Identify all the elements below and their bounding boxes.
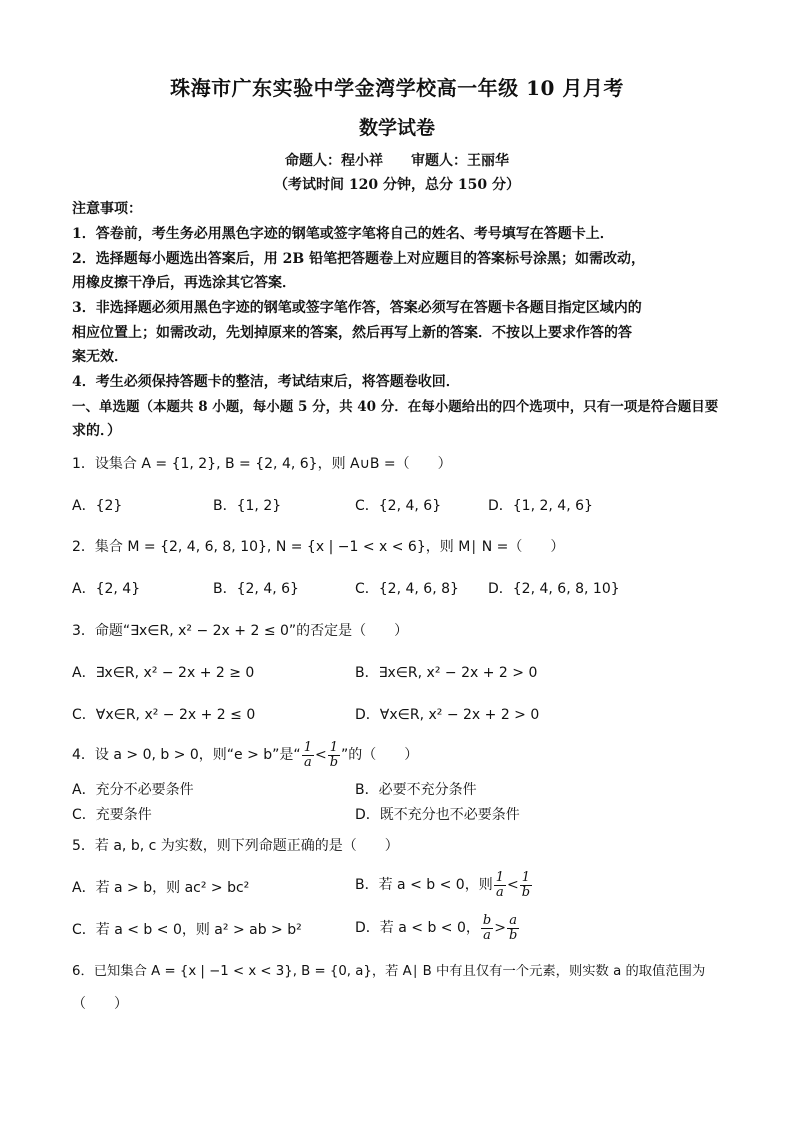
question-4-option-b[interactable]: B．必要不充分条件 [355,782,477,798]
fraction-denominator: a [495,884,504,900]
fraction-denominator: a [303,754,312,770]
question-4-relation: < [314,747,327,763]
note-item-2b: 用橡皮擦干净后，再选涂其它答案． [72,275,296,291]
note-item-3b: 相应位置上；如需改动，先划掉原来的答案，然后再写上新的答案．不按以上要求作答的答 [72,325,632,341]
fraction-numerator: 1 [328,741,340,756]
question-3-option-a[interactable]: A．∃x∈R, x² − 2x + 2 ≥ 0 [72,665,255,681]
note-item-2a: 2．选择题每小题选出答案后，用 2B 铅笔把答题卷上对应题目的答案标号涂黑；如需改动， [72,251,646,267]
question-4-stem [72,740,418,770]
fraction-numerator: 1 [520,871,532,886]
question-4-stem-post: ”的（ ） [341,747,419,763]
question-5-option-d-pre: D．若 a < b < 0， [355,920,480,936]
question-3-stem: 3．命题“∃x∈R, x² − 2x + 2 ≤ 0”的否定是（ ） [72,623,409,639]
question-5-b-fraction-1 [494,871,506,900]
fraction-numerator: a [507,914,519,929]
notes-heading: 注意事项： [72,201,142,217]
fraction-numerator: 1 [303,739,312,755]
fraction-denominator: a [483,927,491,943]
exam-subtitle: 数学试卷 [358,117,435,139]
exam-authors: 命题人：程小祥 审题人：王丽华 [285,153,509,169]
question-5-option-b[interactable] [355,870,533,900]
question-2-option-a[interactable]: A．{2, 4} [72,581,141,597]
question-4-stem-pre: 4．设 a > 0, b > 0，则“e > b”是“ [72,747,301,763]
question-2-option-d[interactable]: D．{2, 4, 6, 8, 10} [488,581,620,597]
question-5-option-d[interactable] [355,913,520,943]
section-heading-a: 一、单选题（本题共 8 小题，每小题 5 分，共 40 分．在每小题给出的四个选项中，只有一项是符合题目要 [72,399,719,415]
fraction-denominator: b [508,927,518,943]
question-1-option-b[interactable]: B．{1, 2} [213,498,282,514]
question-1-option-d[interactable]: D．{1, 2, 4, 6} [488,498,593,514]
note-item-4: 4．考生必须保持答题卡的整洁，考试结束后，将答题卷收回． [72,374,460,390]
question-4-option-a[interactable]: A．充分不必要条件 [72,782,194,798]
question-2-option-b[interactable]: B．{2, 4, 6} [213,581,299,597]
exam-info: （考试时间 120 分钟，总分 150 分） [274,177,520,193]
question-5-option-b-pre: B．若 a < b < 0，则 [355,877,493,893]
fraction-denominator: b [329,754,339,770]
question-6-stem-a: 6．已知集合 A = {x | −1 < x < 3}, B = {0, a}，若 A∣ B 中有且仅有一个元素，则实数 a 的取值范围为 [72,964,706,979]
question-5-d-fraction-2 [507,914,519,943]
question-5-b-fraction-2 [520,871,532,900]
fraction-numerator: 1 [495,869,504,885]
question-1-stem: 1．设集合 A = {1, 2}, B = {2, 4, 6}，则 A∪B =（ ） [72,456,452,472]
section-heading-b: 求的．） [72,423,121,439]
fraction-denominator: b [521,884,531,900]
question-5-option-a[interactable]: A．若 a > b，则 ac² > bc² [72,880,250,896]
question-3-option-b[interactable]: B．∃x∈R, x² − 2x + 2 > 0 [355,665,538,681]
question-1-option-c[interactable]: C．{2, 4, 6} [355,498,442,514]
question-3-option-d[interactable]: D．∀x∈R, x² − 2x + 2 > 0 [355,707,540,723]
question-5-d-relation: > [494,920,506,936]
note-item-3c: 案无效． [72,349,128,365]
question-5-b-relation: < [506,877,519,893]
note-item-3a: 3．非选择题必须用黑色字迹的钢笔或签字笔作答，答案必须写在答题卡各题目指定区域内的 [72,300,642,316]
question-5-stem: 5．若 a, b, c 为实数，则下列命题正确的是（ ） [72,838,399,854]
question-3-option-c[interactable]: C．∀x∈R, x² − 2x + 2 ≤ 0 [72,707,256,723]
question-2-stem: 2．集合 M = {2, 4, 6, 8, 10}, N = {x | −1 < x < 6}，则 M∣ N =（ ） [72,539,565,555]
question-5-d-fraction-1 [481,914,493,943]
question-4-option-c[interactable]: C．充要条件 [72,807,152,823]
question-5-option-c[interactable]: C．若 a < b < 0，则 a² > ab > b² [72,922,302,938]
question-1-option-a[interactable]: A．{2} [72,498,123,514]
question-4-fraction-1 [302,741,314,770]
question-4-fraction-2 [328,741,340,770]
fraction-numerator: b [482,912,492,928]
note-item-1: 1．答卷前，考生务必用黑色字迹的钢笔或签字笔将自己的姓名、考号填写在答题卡上． [72,226,614,242]
question-2-option-c[interactable]: C．{2, 4, 6, 8} [355,581,459,597]
exam-title: 珠海市广东实验中学金湾学校高一年级 10 月月考 [170,76,624,100]
question-6-stem-b: （ ） [72,996,128,1012]
question-4-option-d[interactable]: D．既不充分也不必要条件 [355,807,520,823]
